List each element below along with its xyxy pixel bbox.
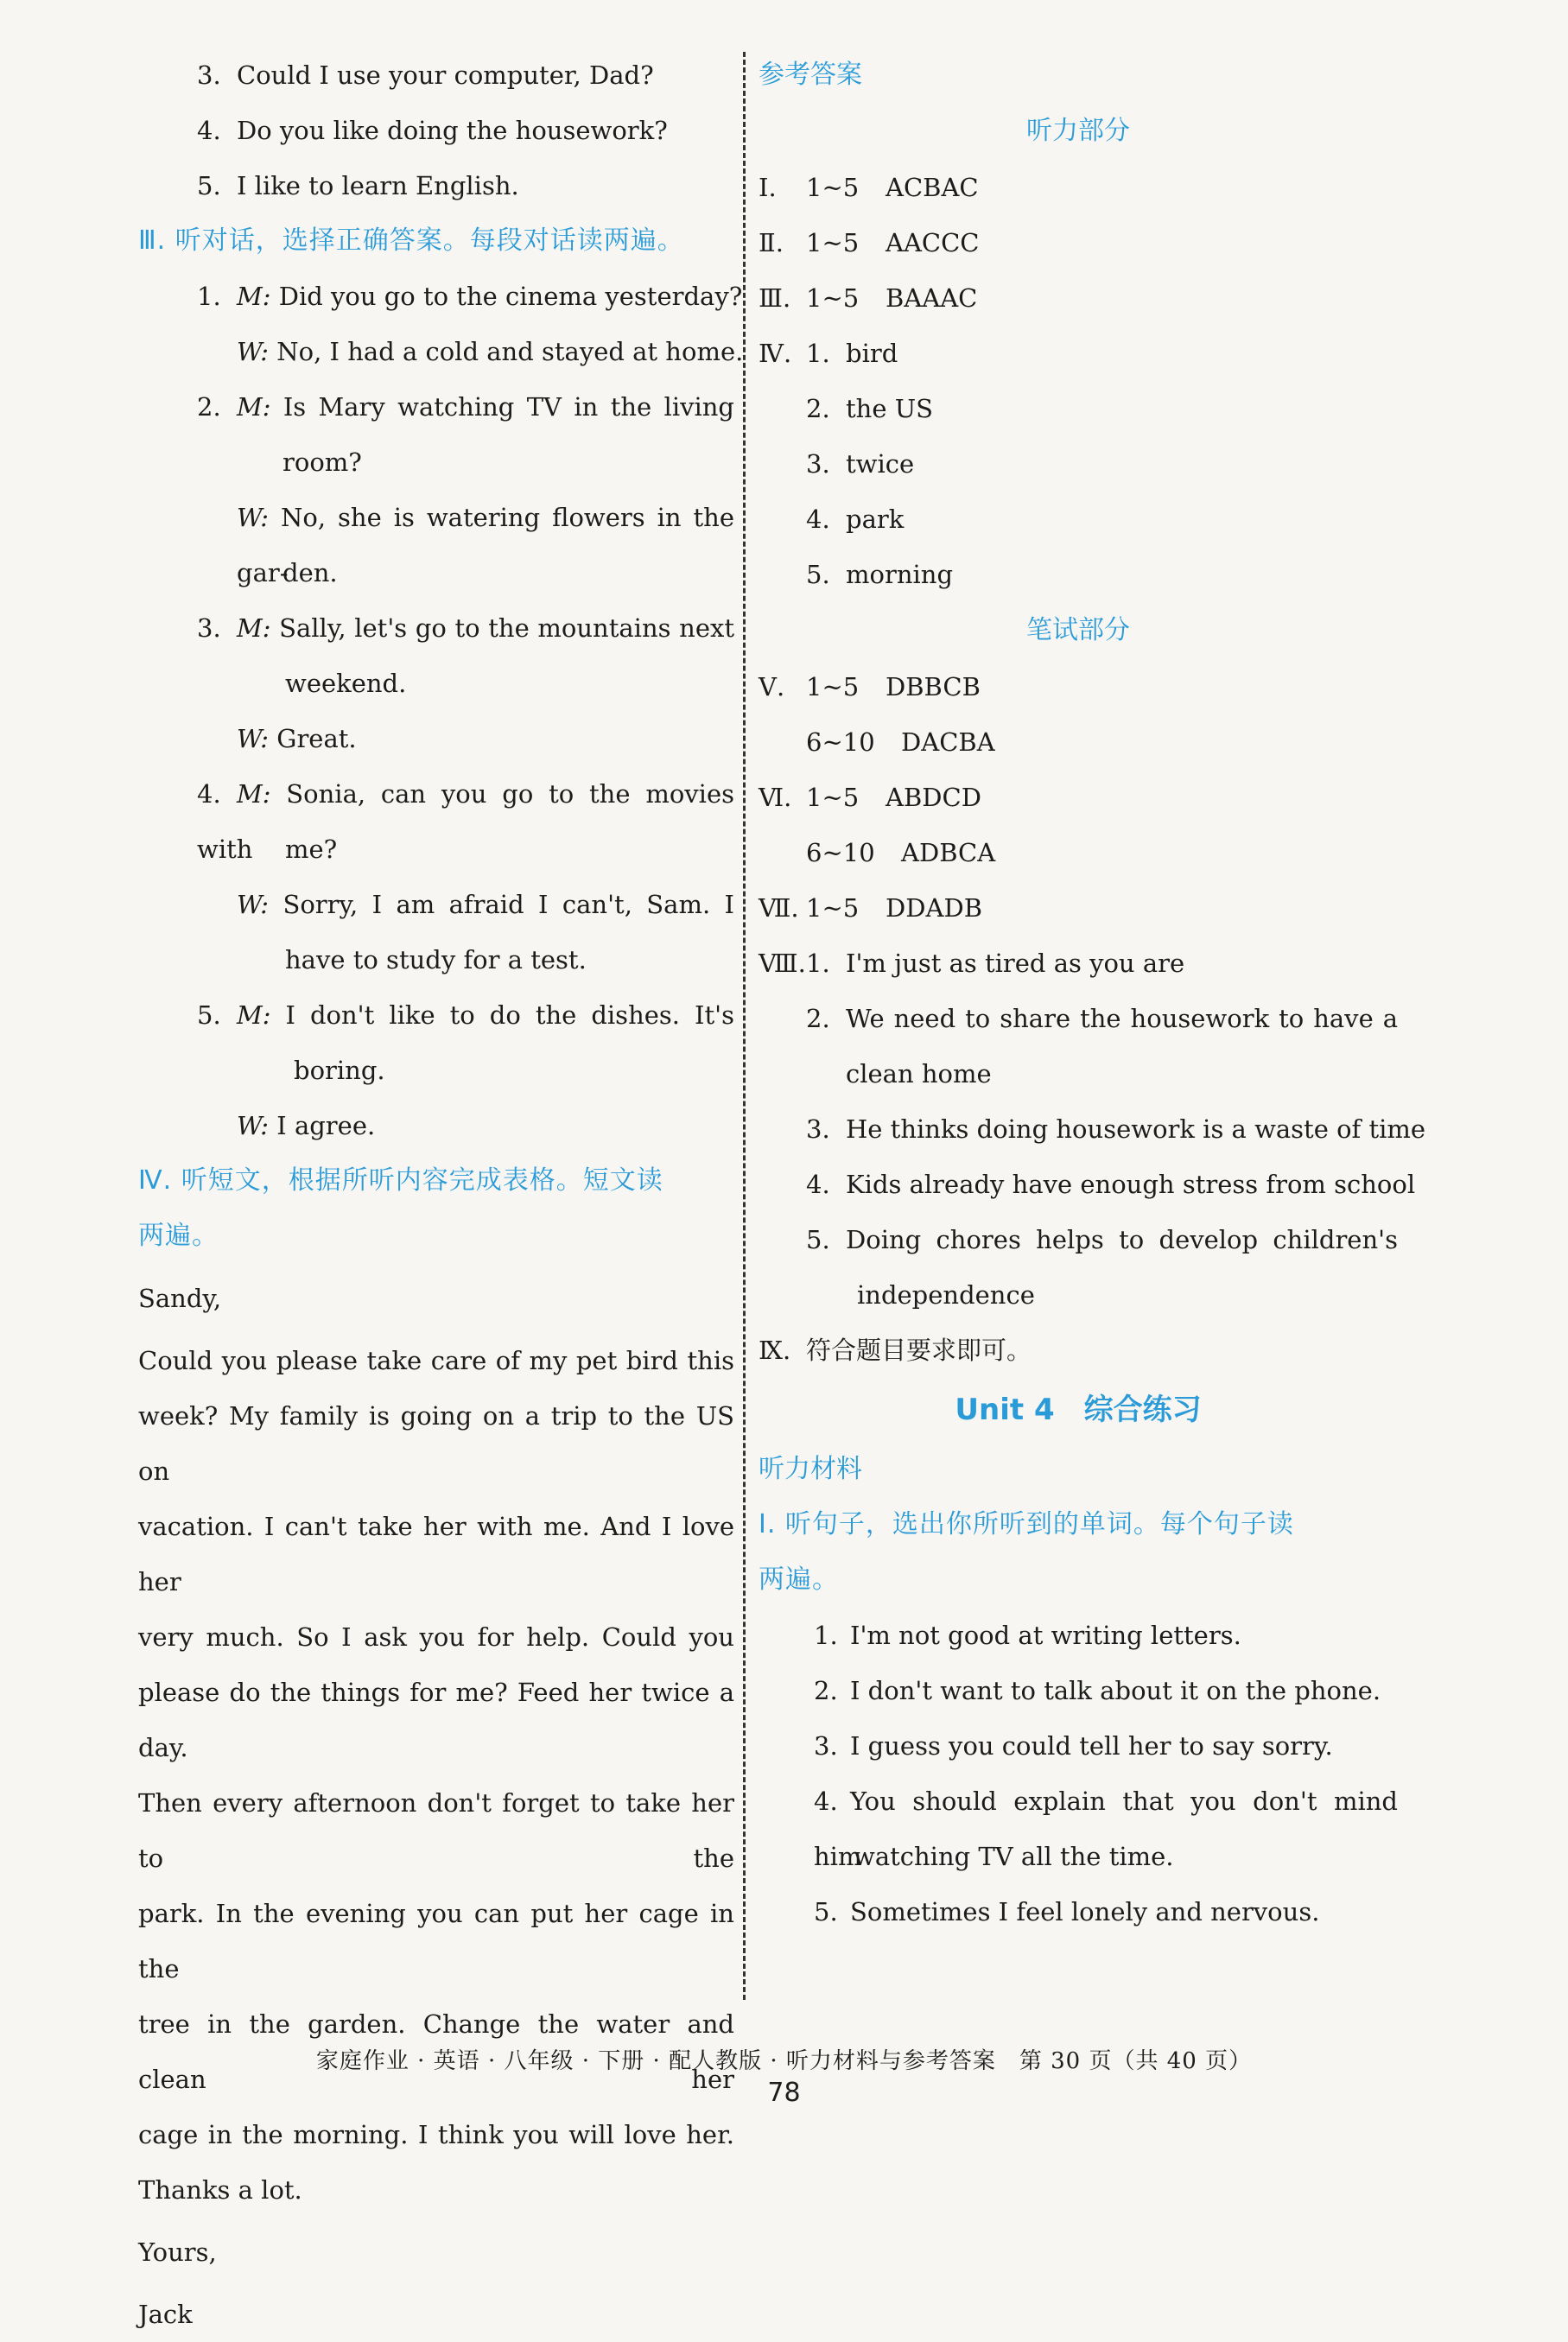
dialog-line: W: Sorry, I am afraid I can't, Sam. I: [237, 890, 734, 919]
dialog-line: 1. M: Did you go to the cinema yesterday?: [197, 282, 743, 311]
dialog-line: me?: [285, 835, 338, 864]
listening-title: 听力部分: [1026, 116, 1130, 146]
dialog-line: room?: [282, 447, 362, 477]
dialog-line: W: No, she is watering flowers in the gar-: [237, 503, 735, 587]
dialog-line: 4. M: Sonia, can you go to the movies with: [197, 779, 735, 864]
letter-line: Could you please take care of my pet bird this: [138, 1346, 734, 1375]
answer-row: Ⅲ. 1~5 BAAAC: [759, 283, 978, 313]
page-footer: 家庭作业 · 英语 · 八年级 · 下册 · 配人教版 · 听力材料与参考答案 第 30 页（共 40 页）: [315, 2048, 1253, 2074]
dialog-line: boring.: [294, 1056, 385, 1085]
dialog-line: W: I agree.: [237, 1111, 376, 1140]
page-number: 78: [767, 2078, 801, 2108]
u4-section-1-heading-cont: 两遍。: [759, 1565, 839, 1595]
dialog-line: 2. M: Is Mary watching TV in the living: [197, 392, 734, 422]
answer-row: 5. morning: [806, 560, 954, 589]
answer-row: 3. twice: [806, 449, 915, 479]
list-item: 3. I guess you could tell her to say sorry.: [814, 1731, 1333, 1761]
answer-row: Ⅰ. 1~5 ACBAC: [759, 173, 979, 202]
dialog-line: W: Great.: [237, 724, 357, 753]
letter-greeting: Sandy,: [138, 1284, 222, 1313]
letter-signature: Jack: [138, 2300, 193, 2329]
dialog-line: den.: [282, 558, 338, 587]
answer-row: Ⅷ.1. I'm just as tired as you are: [759, 949, 1185, 978]
list-item: watching TV all the time.: [854, 1842, 1174, 1871]
letter-line: please do the things for me? Feed her twice a day.: [138, 1678, 734, 1762]
answer-row: 2. the US: [806, 394, 934, 423]
answer-row: independence: [857, 1280, 1035, 1310]
right-column: [759, 48, 1426, 1939]
answer-row: Ⅳ. 1. bird: [759, 339, 898, 368]
answer-row: 5. Doing chores helps to develop children's: [806, 1225, 1398, 1254]
dialog-line: W: No, I had a cold and stayed at home.: [237, 337, 744, 366]
letter-line: park. In the evening you can put her cage in the: [138, 1899, 734, 1983]
answer-row: 4. Kids already have enough stress from school: [806, 1170, 1416, 1199]
column-divider: [743, 52, 746, 2000]
letter-line: vacation. I can't take her with me. And I love her: [138, 1512, 734, 1596]
answer-row: Ⅵ. 1~5 ABDCD: [759, 783, 981, 812]
list-item: 3. Could I use your computer, Dad?: [197, 60, 654, 90]
answer-row: Ⅱ. 1~5 AACCC: [759, 228, 980, 257]
answer-row: clean home: [846, 1059, 992, 1088]
answer-row: Ⅶ. 1~5 DDADB: [759, 893, 983, 923]
answer-row: 6~10 DACBA: [806, 727, 995, 757]
list-item: 4. You should explain that you don't mind him: [814, 1787, 1398, 1871]
u4-section-1-heading: Ⅰ. 听句子，选出你所听到的单词。每个句子读: [759, 1509, 1294, 1539]
answer-row: 3. He thinks doing housework is a waste of time: [806, 1114, 1426, 1144]
letter-line: Thanks a lot.: [138, 2175, 302, 2205]
section-4-heading-cont: 两遍。: [138, 1221, 219, 1251]
answer-row: Ⅴ. 1~5 DBBCB: [759, 672, 981, 701]
material-title: 听力材料: [759, 1454, 862, 1484]
list-item: 4. Do you like doing the housework?: [197, 116, 668, 145]
dialog-line: 3. M: Sally, let's go to the mountains next: [197, 613, 735, 643]
answer-row: 6~10 ADBCA: [806, 838, 996, 867]
answer-row: 2. We need to share the housework to have a: [806, 1004, 1398, 1033]
list-item: 5. Sometimes I feel lonely and nervous.: [814, 1897, 1320, 1926]
answer-row: 4. park: [806, 505, 905, 534]
left-column: [138, 48, 744, 2342]
letter-line: very much. So I ask you for help. Could you: [138, 1622, 734, 1652]
section-3-heading: Ⅲ. 听对话，选择正确答案。每段对话读两遍。: [138, 225, 684, 256]
letter-line: tree in the garden. Change the water and clean her: [138, 2009, 734, 2094]
section-4-heading: Ⅳ. 听短文，根据所听内容完成表格。短文读: [138, 1165, 663, 1196]
answer-row: Ⅸ. 符合题目要求即可。: [759, 1336, 1032, 1365]
answers-title: 参考答案: [759, 60, 862, 90]
written-title: 笔试部分: [1026, 615, 1130, 645]
list-item: 2. I don't want to talk about it on the phone.: [814, 1676, 1381, 1705]
list-item: 5. I like to learn English.: [197, 171, 519, 200]
dialog-line: have to study for a test.: [285, 945, 587, 974]
unit-title: Unit 4 综合练习: [955, 1393, 1202, 1427]
list-item: 1. I'm not good at writing letters.: [814, 1621, 1241, 1650]
letter-closing: Yours,: [138, 2237, 217, 2267]
dialog-line: 5. M: I don't like to do the dishes. It's: [197, 1000, 734, 1030]
letter-line: Then every afternoon don't forget to take her to the: [138, 1788, 734, 1873]
dialog-line: weekend.: [285, 669, 407, 698]
letter-line: week? My family is going on a trip to the US on: [138, 1401, 734, 1486]
letter-line: cage in the morning. I think you will love her.: [138, 2120, 734, 2149]
